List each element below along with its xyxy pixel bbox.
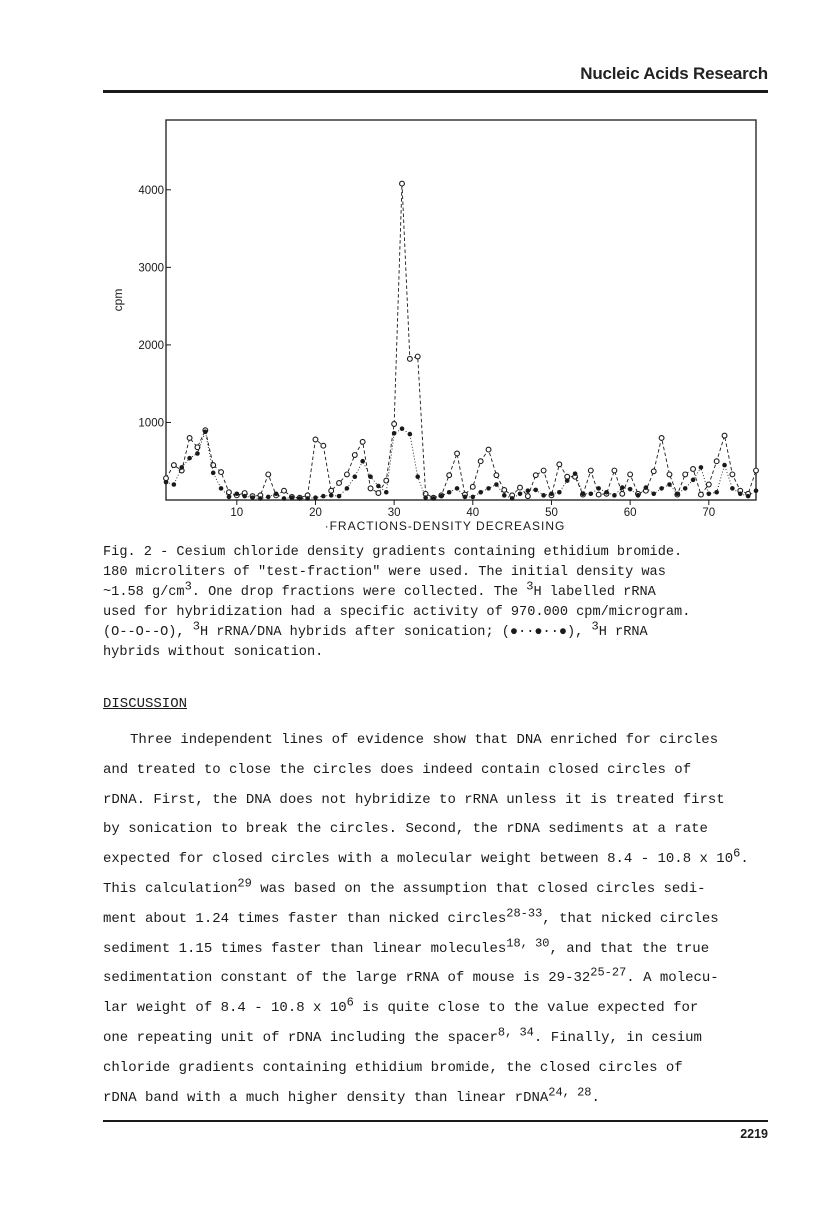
journal-title: Nucleic Acids Research [580,64,768,83]
x-tick-label: 50 [545,507,558,519]
data-point-filled [526,488,531,493]
series-line [166,184,756,498]
data-point-open [195,445,200,450]
data-point-filled [691,478,696,483]
data-point-filled [423,495,428,500]
data-point-filled [337,494,342,499]
data-point-open [620,491,625,496]
x-tick-label: 70 [702,507,716,519]
discussion-body: Three independent lines of evidence show that DNA enriched for circles and treated to close the circles does indeed contain closed circles of rDNA. First, the DNA does not hybridize to rRNA unless it is treated first by sonication to break the circles. Second, the rDNA sediments at a rate expected for closed circles with a molecular weight between 8.4 - 10.8 x $10^6$. This calculation$^{29}$ was based on the assumption that closed circles sedi- ment about 1.24 times faster than nicked circles$^{28-33}$, that nicked circles sediment 1.15 times faster than linear molecules$^{18, 30}$, and that the true sedimentation constant of the large rRNA of mouse is 29-32$^{25-27}$. A molecu- lar weight of 8.4 - 10.8 x $10^6$ is quite close to the value expected for one repeating unit of rDNA including the spacer$^{8, 34}$. Finally, in cesium chloride gradients containing ethidium bromide, the closed circles of rDNA band with a much higher density than linear rDNA$^{24, 28}$. [103,732,749,1106]
data-point-filled [746,494,751,499]
figure-caption: Fig. 2 - Cesium chloride density gradients containing ethidium bromide. 180 microliters of "test-fraction" were used. The initial density was ~1.58 $g/cm^3$. One drop fractions were collected. The $^3$H labelled rRNA used for hybridization had a specific activity of 970.000 cpm/microgram. (O--O--O), $^3$H rRNA/DNA hybrids after sonication; (●··●··●), $^3$H rRNA hybrids without sonication. [103,545,691,660]
data-point-filled [541,493,546,498]
data-point-filled [258,496,263,501]
data-point-filled [360,459,365,464]
data-point-open [337,481,342,486]
data-point-open [722,433,727,438]
data-point-filled [573,471,578,476]
data-point-filled [596,486,601,491]
data-point-open [400,181,405,186]
figure-2 [100,112,770,542]
data-point-filled [297,496,302,501]
data-point-filled [392,431,397,436]
data-point-filled [266,495,271,500]
data-point-filled [305,496,310,501]
data-point-filled [565,478,570,483]
series-sonicated [164,181,759,500]
data-point-open [321,443,326,448]
data-point-open [282,488,287,493]
data-point-filled [683,486,688,491]
data-point-filled [486,486,491,491]
data-point-filled [329,493,334,498]
data-point-filled [219,486,224,491]
data-point-filled [235,491,240,496]
data-point-open [470,484,475,489]
data-point-filled [549,491,554,496]
data-point-open [706,482,711,487]
y-tick-label: 3000 [138,262,164,275]
data-point-open [691,467,696,472]
data-point-open [714,459,719,464]
data-point-filled [518,491,523,496]
data-point-filled [510,496,515,501]
x-tick-label: 40 [466,507,480,519]
footer-rule [103,1120,768,1122]
data-point-filled [203,429,208,434]
data-point-filled [353,474,358,479]
data-point-filled [533,488,538,493]
data-point-filled [290,495,295,500]
data-point-filled [644,485,649,490]
data-point-filled [714,490,719,495]
data-point-filled [667,482,672,487]
data-point-filled [439,494,444,499]
data-point-open [360,439,365,444]
y-tick-label: 4000 [138,184,164,197]
data-point-filled [195,451,200,456]
data-point-open [345,472,350,477]
section-heading: DISCUSSION [103,696,188,712]
data-point-open [502,488,507,493]
data-point-open [486,447,491,452]
data-point-open [518,485,523,490]
data-point-filled [400,426,405,431]
data-point-filled [368,474,373,479]
data-point-open [376,491,381,496]
data-point-open [596,492,601,497]
data-point-filled [345,486,350,491]
data-point-open [415,354,420,359]
cscl-gradient-chart [100,112,770,542]
data-point-open [447,473,452,478]
data-point-filled [675,491,680,496]
data-point-filled [471,495,476,500]
data-point-open [659,436,664,441]
data-point-filled [384,490,389,495]
data-point-filled [164,480,169,485]
x-tick-label: 20 [309,507,322,519]
data-point-open [313,437,318,442]
data-point-open [699,492,704,497]
series-line [166,429,756,499]
data-point-filled [242,494,247,499]
data-point-filled [730,486,735,491]
data-point-filled [321,494,326,499]
data-point-open [651,469,656,474]
data-point-filled [313,495,318,500]
data-point-open [588,468,593,473]
data-point-open [525,494,530,499]
series-unsonicated [164,426,759,500]
data-point-open [612,468,617,473]
data-point-filled [557,490,562,495]
data-point-filled [282,496,287,501]
data-point-open [227,490,232,495]
data-point-filled [187,456,192,461]
data-point-filled [376,484,381,489]
data-point-filled [250,495,255,500]
data-point-filled [274,491,279,496]
data-point-filled [699,465,704,470]
x-tick-label: 60 [623,507,637,519]
data-point-open [266,472,271,477]
data-point-open [494,473,499,478]
data-point-filled [211,471,216,476]
data-point-open [219,470,224,475]
plot-frame [166,120,756,500]
data-point-open [667,472,672,477]
data-point-open [368,486,373,491]
data-point-open [754,468,759,473]
data-point-filled [651,491,656,496]
data-point-open [628,472,633,477]
data-point-filled [707,491,712,496]
data-point-open [683,472,688,477]
data-point-filled [478,490,483,495]
data-point-filled [502,493,507,498]
data-point-filled [415,474,420,479]
data-point-filled [628,487,633,492]
data-point-open [352,453,357,458]
data-point-open [407,356,412,361]
y-tick-label: 1000 [138,417,164,430]
data-point-open [392,422,397,427]
data-point-filled [463,495,468,500]
data-point-filled [612,493,617,498]
data-point-filled [408,432,413,437]
data-point-open [478,459,483,464]
x-tick-label: 30 [387,507,401,519]
data-point-filled [636,493,641,498]
y-axis-label: cpm [111,288,125,312]
data-point-filled [604,490,609,495]
data-point-filled [455,486,460,491]
x-axis-label: ·FRACTIONS-DENSITY DECREASING [324,519,566,533]
data-point-filled [738,491,743,496]
data-point-open [329,488,334,493]
data-point-open [557,462,562,467]
header-rule [103,90,768,93]
data-point-filled [227,495,232,500]
data-point-filled [447,490,452,495]
data-point-open [171,463,176,468]
data-point-open [533,473,538,478]
page-number: 2219 [740,1127,768,1141]
x-tick-label: 10 [230,507,244,519]
data-point-filled [722,463,727,468]
data-point-filled [589,491,594,496]
data-point-filled [754,488,759,493]
data-point-open [541,468,546,473]
data-point-filled [620,485,625,490]
data-point-filled [494,482,499,487]
data-point-filled [581,491,586,496]
data-point-filled [179,465,184,470]
data-point-open [187,436,192,441]
data-point-filled [172,482,177,487]
data-point-filled [659,486,664,491]
data-point-open [730,472,735,477]
data-point-filled [431,496,436,501]
data-point-open [455,451,460,456]
y-tick-label: 2000 [138,339,164,352]
